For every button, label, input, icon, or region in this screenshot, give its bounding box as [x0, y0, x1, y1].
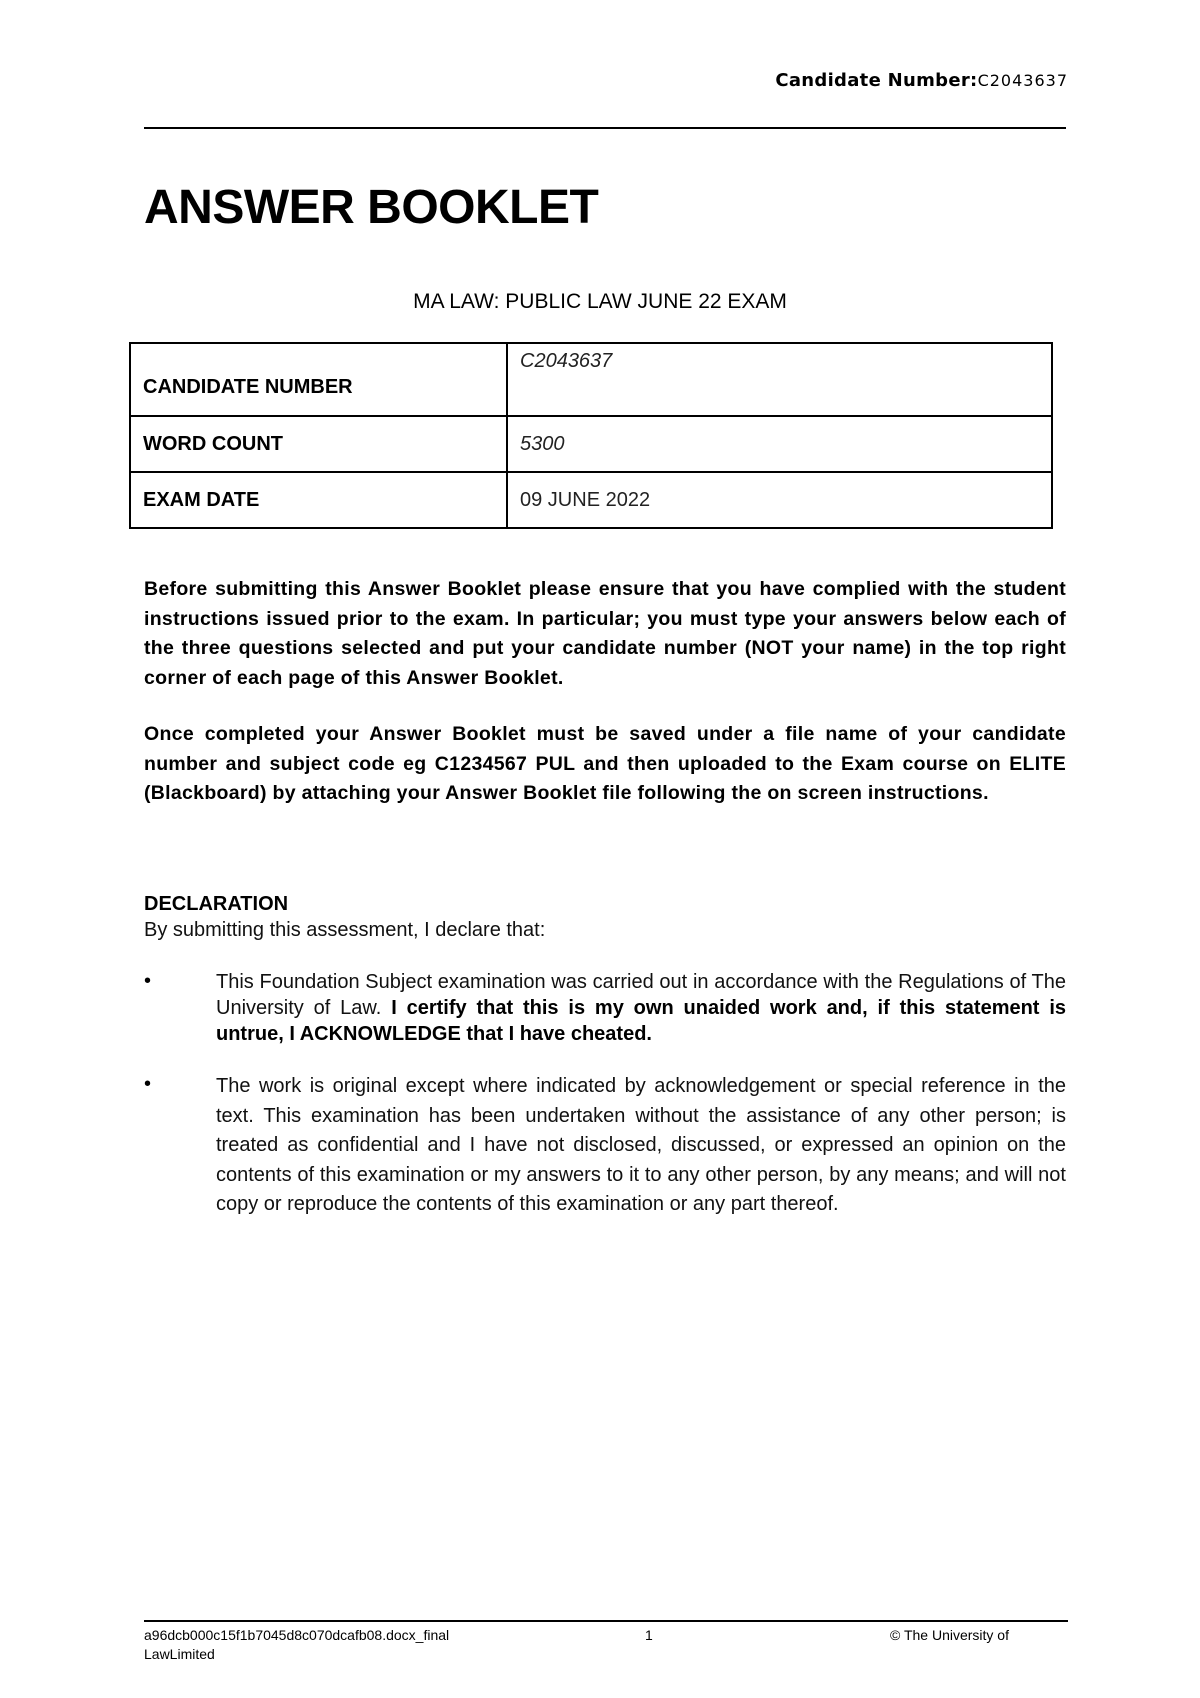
declaration-item-1-certification: I certify that this is my own unaided work and, if this statement is untrue, I ACKNOWLEDGE that I have cheated. — [216, 997, 1066, 1045]
declaration-intro: By submitting this assessment, I declare that: — [144, 919, 546, 941]
footer-divider — [144, 1620, 1068, 1622]
row-value-exam-date: 09 JUNE 2022 — [507, 472, 1052, 528]
declaration-item-1 — [216, 969, 1066, 1047]
page-title: ANSWER BOOKLET — [144, 181, 599, 234]
declaration-item-2: The work is original except where indicated by acknowledgement or special reference in the text. This examination has been undertaken without the assistance of any other person; is treated as confidential and I have not disclosed, discussed, or expressed an opinion on the contents of this examination or my answers to it to any other person, by any means; and will not copy or reproduce the contents of this examination or any part thereof. — [216, 1075, 1066, 1215]
row-label-word-count: WORD COUNT — [130, 416, 507, 472]
header-candidate-label: Candidate Number: — [775, 70, 978, 91]
footer-filename-line1: a96dcb000c15f1b7045d8c070dcafb08.docx_final — [144, 1627, 450, 1643]
header-candidate-value: C2043637 — [977, 71, 1068, 90]
row-label-exam-date: EXAM DATE — [130, 472, 507, 528]
bullet-icon: • — [144, 970, 152, 992]
declaration-item-1-text: This Foundation Subject examination was carried out in accordance with the Regulations of The University of Law. — [216, 971, 1066, 1019]
candidate-info-table — [129, 342, 1053, 529]
declaration-heading: DECLARATION — [144, 893, 289, 915]
header-candidate-number — [775, 70, 1068, 92]
row-value-candidate-number: C2043637 — [507, 343, 1052, 416]
table-row — [130, 416, 1052, 472]
row-value-word-count: 5300 — [507, 416, 1052, 472]
instructions-paragraph-1: Before submitting this Answer Booklet please ensure that you have complied with the student instructions issued prior to the exam. In particular; you must type your answers below each of the three questions selected and put your candidate number (NOT your name) in the top right corner of each page of this Answer Booklet. — [144, 578, 1066, 689]
row-label-candidate-number: CANDIDATE NUMBER — [130, 343, 507, 416]
exam-subtitle: MA LAW: PUBLIC LAW JUNE 22 EXAM — [413, 290, 787, 313]
footer-filename — [144, 1626, 524, 1664]
table-row — [130, 472, 1052, 528]
instructions-paragraph-2: Once completed your Answer Booklet must be saved under a file name of your candidate number and subject code eg C1234567 PUL and then uploaded to the Exam course on ELITE (Blackboard) by attaching your Answer Booklet file following the on screen instructions. — [144, 723, 1066, 804]
footer-copyright: © The University of — [890, 1627, 1009, 1643]
footer-page-number: 1 — [645, 1627, 653, 1643]
footer-filename-line2: LawLimited — [144, 1646, 215, 1662]
header-divider — [144, 127, 1066, 129]
table-row — [130, 343, 1052, 416]
bullet-icon: • — [144, 1073, 152, 1095]
